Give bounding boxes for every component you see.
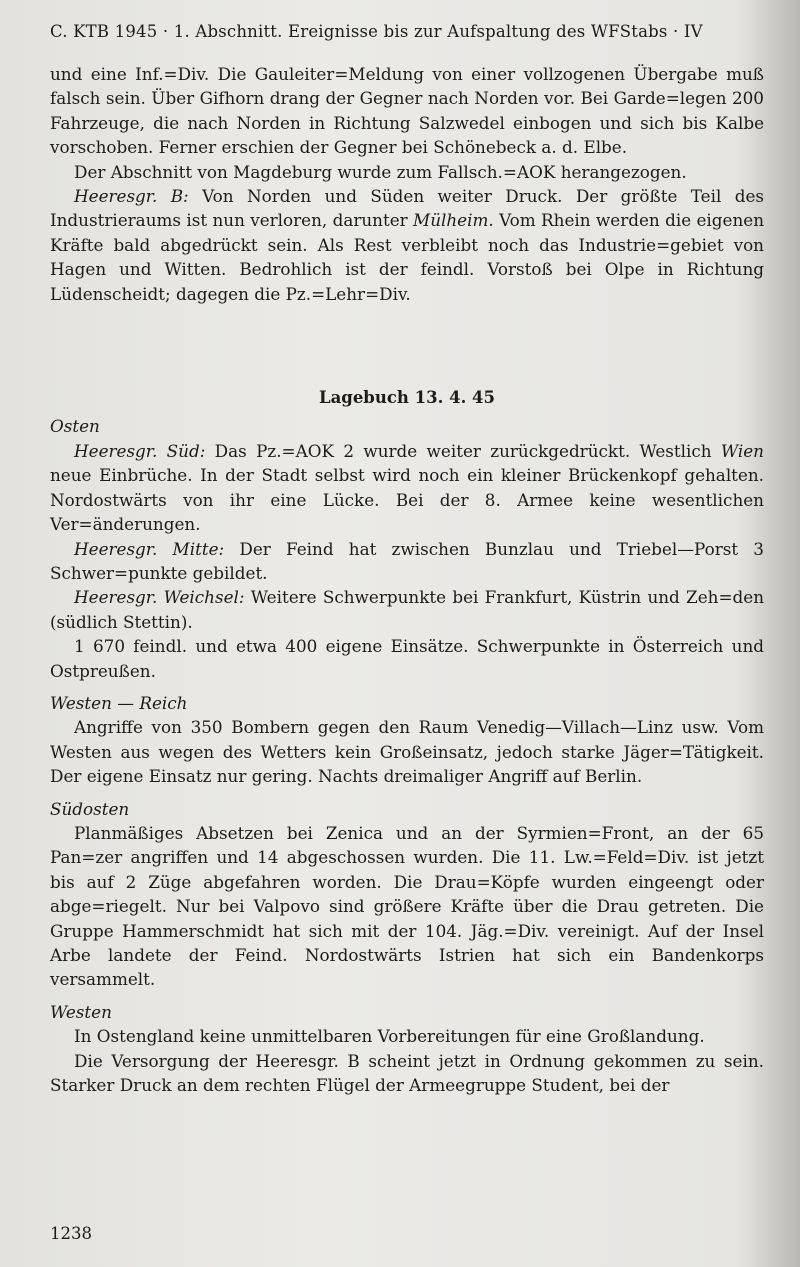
paragraph-einsaetze: 1 670 feindl. und etwa 400 eigene Einsätze. Schwerpunkte in Österreich und Ostpreußen. [50,636,764,681]
place-wien: Wien [720,440,764,461]
section-title-suedosten: Südosten [50,798,130,819]
section-title-osten: Osten [50,416,100,437]
text-part: Der Feind hat zwischen Bunzlau und Triebel—Porst 3 Schwer=punkte gebildet. [50,538,764,583]
section-title-westen: Westen [50,1001,112,1022]
paragraph-heeresgruppe-b [50,184,764,306]
place-muelheim: Mülheim. [413,210,494,231]
text-part: neue Einbrüche. In der Stadt selbst wird noch ein kleiner Brückenkopf gehalten. Nordostwärts von ihr eine Lücke. Bei der 8. Armee keine wesentlichen Ver=änderungen. [50,465,764,535]
paragraph-westen-reich: Angriffe von 350 Bombern gegen den Raum Venedig—Villach—Linz usw. Vom Westen aus wegen des Wetters kein Großeinsatz, jedoch starke Jäger=Tätigkeit. Der eigene Einsatz nur gering. Nachts dreimaliger Angriff auf Berlin. [50,717,764,787]
text-part: Vom Rhein werden die eigenen Kräfte bald abgedrückt sein. Als Rest verbleibt noch das Industrie=gebiet von Hagen und Witten. Bedrohlich ist der feindl. Vorstoß bei Olpe in Richtung Lüdenscheidt; dagegen die Pz.=Lehr=Div. [50,210,764,304]
text-part: Weitere Schwerpunkte bei Frankfurt, Küstrin und Zeh=den (südlich Stettin). [50,587,764,632]
paragraph-ostengland: In Ostengland keine unmittelbaren Vorbereitungen für eine Großlandung. [74,1026,705,1047]
paragraph-heeresgr-weichsel [50,585,764,634]
label-heeresgr-sued: Heeresgr. Süd: [74,440,206,461]
paragraph-continuation: und eine Inf.=Div. Die Gauleiter=Meldung von einer vollzogenen Übergabe muß falsch sein. Über Gifhorn drang der Gegner nach Norden vor. Bei Garde=legen 200 Fahrzeuge, die nach Norden in Richtung Salzwedel einbogen und sich bis Kalbe vorschoben. Ferner erschien der Gegner bei Schönebeck a. d. Elbe. [50,64,764,158]
label-heeresgr-weichsel: Heeresgr. Weichsel: [74,587,245,608]
label-heeresgr-mitte: Heeresgr. Mitte: [74,538,225,559]
diary-heading: Lagebuch 13. 4. 45 [318,388,496,408]
page-number: 1238 [50,1224,92,1243]
paragraph-heeresgr-mitte [50,537,764,586]
text-part: Das Pz.=AOK 2 wurde weiter zurückgedrückt. Westlich [205,440,721,461]
section-title-westen-reich: Westen — Reich [50,692,188,713]
paragraph-suedosten: Planmäßiges Absetzen bei Zenica und an der Syrmien=Front, an der 65 Pan=zer angriffen und 14 abgeschossen wurden. Die 11. Lw.=Feld=Div. ist jetzt bis auf 2 Züge abgefahren worden. Die Drau=Köpfe wurden eingeengt oder abge=riegelt. Nur bei Valpovo sind größere Kräfte über die Drau getreten. Die Gruppe Hammerschmidt hat sich mit der 104. Jäg.=Div. vereinigt. Auf der Insel Arbe landete der Feind. Nordostwärts Istrien hat sich ein Bandenkorps versammelt. [50,822,764,990]
running-header: C. KTB 1945 · 1. Abschnitt. Ereignisse bis zur Aufspaltung des WFStabs · IV [50,22,703,41]
paragraph-magdeburg: Der Abschnitt von Magdeburg wurde zum Fallsch.=AOK herangezogen. [74,161,687,182]
text-part: Von Norden und Süden weiter Druck. Der größte Teil des Industrieraums ist nun verloren, darunter [50,186,764,231]
paragraph-versorgung: Die Versorgung der Heeresgr. B scheint jetzt in Ordnung gekommen zu sein. Starker Druck an dem rechten Flügel der Armeegruppe Student, bei der [50,1050,764,1096]
label-heeresgr-b: Heeresgr. B: [74,186,189,207]
page-body [50,62,764,1097]
paragraph-heeresgr-sued [50,439,764,537]
